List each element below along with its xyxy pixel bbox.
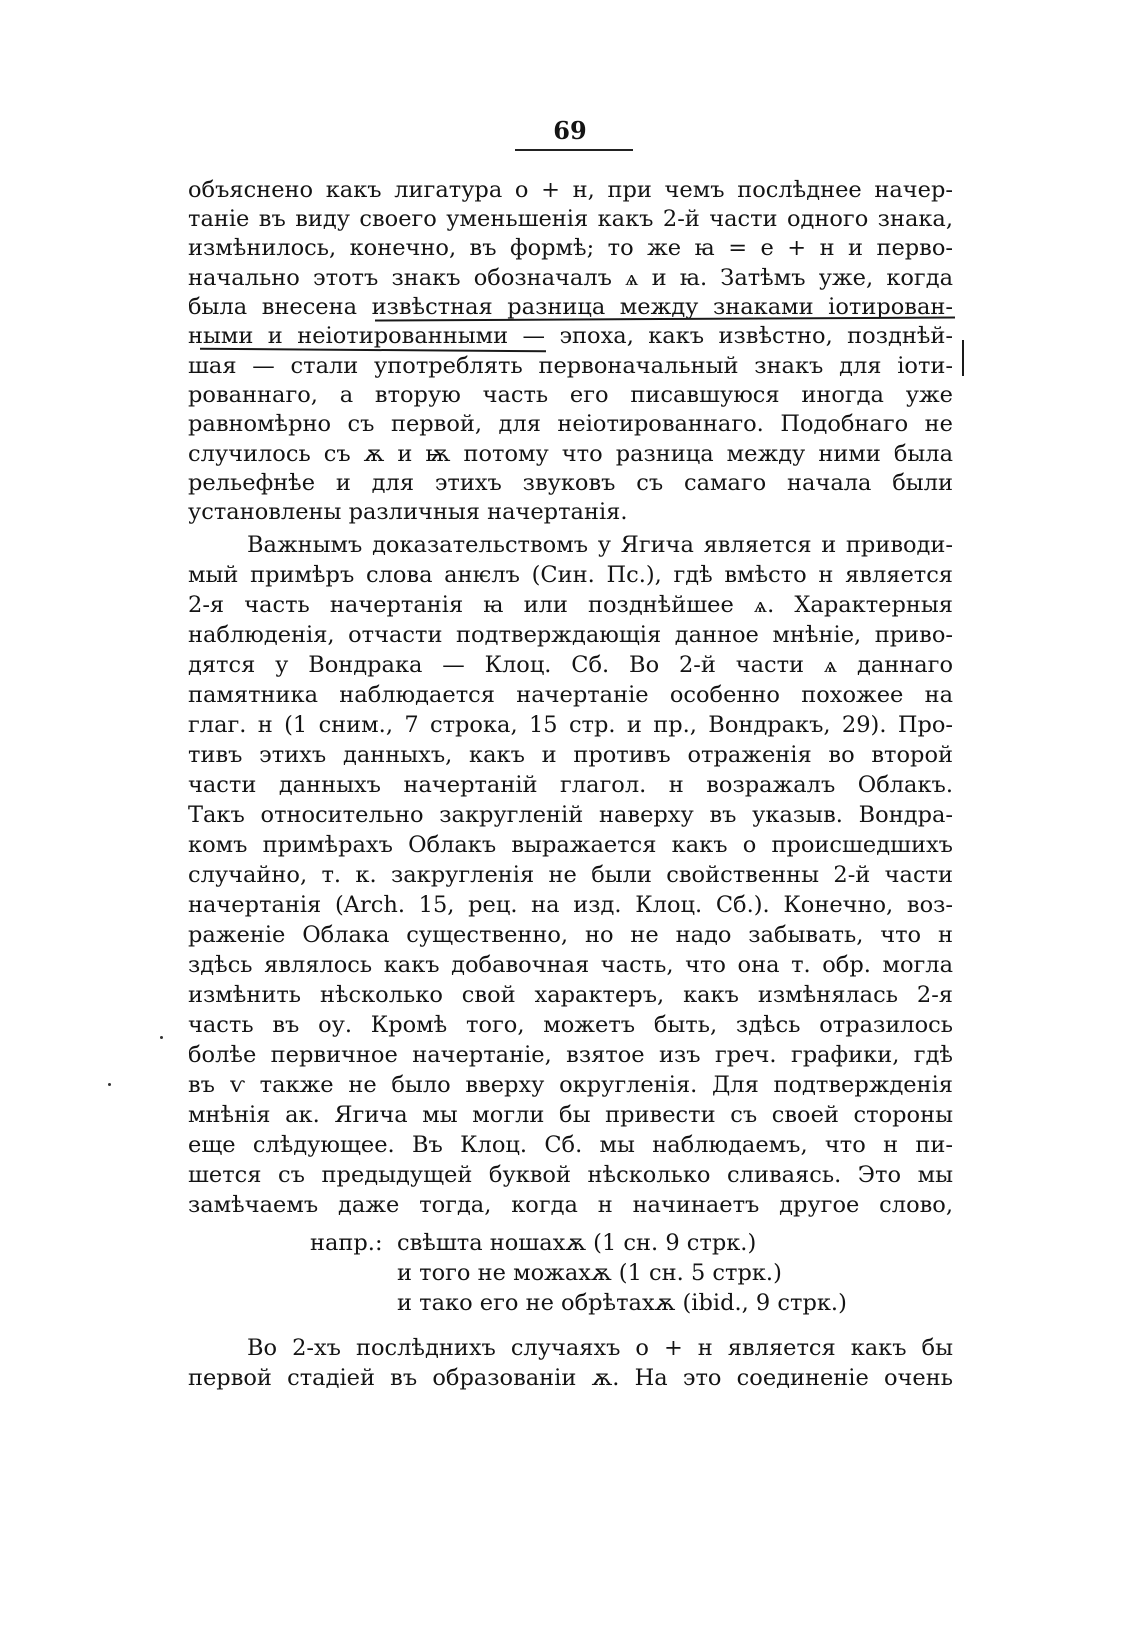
example-lead: напр.: (310, 1230, 383, 1256)
text-line: случайно, т. к. закругленія не были свойственны 2-й части (188, 862, 953, 888)
text-line: дятся у Вондрака — Клоц. Сб. Во 2-й части ѧ даннаго (188, 652, 953, 678)
example-line: и того не можахѫ (1 сн. 5 стрк.) (397, 1260, 782, 1286)
text-line: Важнымъ доказательствомъ у Ягича является и приводи- (247, 532, 953, 558)
text-line: шется съ предыдущей буквой нѣсколько сливаясь. Это мы (188, 1162, 953, 1188)
text-line: тивъ этихъ данныхъ, какъ и противъ отраженія во второй (188, 742, 953, 768)
text-line: глаг. н (1 сним., 7 строка, 15 стр. и пр., Вондракъ, 29). Про- (188, 712, 953, 738)
text-line: измѣнить нѣсколько свой характеръ, какъ измѣнялась 2-я (188, 982, 953, 1008)
example-line: и тако его не обрѣтахѫ (ibid., 9 стрк.) (397, 1290, 847, 1316)
scan-speck (160, 1036, 163, 1039)
text-line: Во 2-хъ послѣднихъ случаяхъ о + н является какъ бы (247, 1335, 953, 1361)
text-line: шая — стали употреблять первоначальный знакъ для іоти- (188, 353, 953, 379)
text-line: болѣе первичное начертаніе, взятое изъ греч. графики, гдѣ (188, 1042, 953, 1068)
text-line: еще слѣдующее. Въ Клоц. Сб. мы наблюдаемъ, что н пи- (188, 1132, 953, 1158)
text-line: замѣчаемъ даже тогда, когда н начинаетъ другое слово, (188, 1192, 953, 1218)
text-line: начертанія (Arch. 15, рец. на изд. Клоц. Сб.). Конечно, воз- (188, 892, 953, 918)
scan-speck (108, 1083, 111, 1086)
text-line: Такъ относительно закругленій наверху въ указыв. Вондра- (188, 802, 953, 828)
text-line: случилось съ ѫ и ѭ потому что разница между ними была (188, 441, 953, 467)
text-line: установлены различныя начертанія. (188, 499, 628, 525)
text-line: ными и неіотированными — эпоха, какъ извѣстно, позднѣй- (188, 323, 953, 349)
text-line: мнѣнія ак. Ягича мы могли бы привести съ своей стороны (188, 1102, 953, 1128)
text-line: была внесена извѣстная разница между знаками іотирован- (188, 294, 953, 320)
header-rule (515, 149, 633, 151)
text-line: части данныхъ начертаній глагол. н возражалъ Облакъ. (188, 772, 953, 798)
text-line: часть въ оу. Кромѣ того, можетъ быть, здѣсь отразилось (188, 1012, 953, 1038)
text-line: первой стадіей въ образованіи ѫ. На это соединеніе очень (188, 1365, 953, 1391)
pen-margin-mark (962, 340, 964, 376)
text-line: мый примѣръ слова анѥлъ (Син. Пс.), гдѣ вмѣсто н является (188, 562, 953, 588)
text-line: рельефнѣе и для этихъ звуковъ съ самаго начала были (188, 470, 953, 496)
text-line: комъ примѣрахъ Облакъ выражается какъ о происшедшихъ (188, 832, 953, 858)
text-line: здѣсь являлось какъ добавочная часть, что она т. обр. могла (188, 952, 953, 978)
text-line: наблюденія, отчасти подтверждающія данное мнѣніе, приво- (188, 622, 953, 648)
text-line: начально этотъ знакъ обозначалъ ѧ и ꙗ. Затѣмъ уже, когда (188, 265, 953, 291)
text-line: измѣнилось, конечно, въ формѣ; то же ꙗ = е + н и перво- (188, 235, 953, 261)
text-line: таніе въ виду своего уменьшенія какъ 2-й части одного знака, (188, 206, 953, 232)
text-line: 2-я часть начертанія ꙗ или позднѣйшее ѧ. Характерныя (188, 592, 953, 618)
text-line: рованнаго, а вторую часть его писавшуюся иногда уже (188, 382, 953, 408)
text-line: объяснено какъ лигатура о + н, при чемъ послѣднее начер- (188, 177, 953, 203)
text-line: памятника наблюдается начертаніе особенно похожее на (188, 682, 953, 708)
page-number: 69 (553, 116, 587, 145)
text-line: въ ѵ также не было вверху округленія. Для подтвержденія (188, 1072, 953, 1098)
text-line: равномѣрно съ первой, для неіотированнаго. Подобнаго не (188, 411, 953, 437)
text-line: раженіе Облака существенно, но не надо забывать, что н (188, 922, 953, 948)
example-line: свѣшта ношахѫ (1 сн. 9 стрк.) (397, 1230, 757, 1256)
